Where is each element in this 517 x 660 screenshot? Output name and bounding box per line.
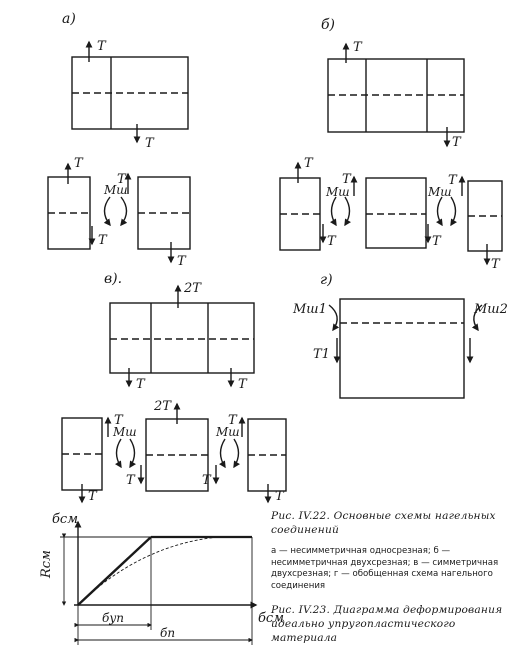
panel-a-assembly	[72, 42, 188, 142]
force-label: T	[342, 172, 351, 187]
panel-v-exploded	[62, 404, 286, 502]
force-label: T	[304, 156, 313, 171]
panel-g-scheme	[329, 299, 482, 398]
force-label: T	[202, 473, 211, 488]
graph-x-label: бсм	[258, 611, 284, 626]
panel-label-a: а)	[62, 11, 76, 27]
moment-label: Mш2	[474, 302, 508, 317]
graph-dup-label: буп	[102, 611, 125, 625]
moment-label: Mш	[113, 425, 137, 439]
force-label: T	[126, 473, 135, 488]
force-label: T	[145, 136, 154, 151]
force-label: T	[97, 39, 106, 54]
panel-label-g: г)	[320, 272, 333, 288]
force-label: T	[452, 135, 461, 150]
moment-label: Mш	[216, 425, 240, 439]
force-label: T	[448, 173, 457, 188]
moment-label: Mш	[428, 185, 452, 199]
panel-v-assembly	[110, 286, 254, 386]
force-label: T	[275, 489, 284, 504]
moment-label: Mш1	[293, 302, 327, 317]
real-curve	[78, 537, 218, 605]
force-label: T	[491, 257, 500, 272]
force-label: T	[177, 254, 186, 269]
fig23-caption: Рис. IV.23. Диаграмма деформирования идеально упругопластического материала	[271, 604, 503, 644]
force-label: 2T	[154, 399, 171, 414]
panel-b-assembly	[328, 44, 464, 146]
graph-r-label: Rсм	[39, 550, 54, 578]
force-label: T	[228, 413, 237, 428]
elastic-branch	[78, 537, 151, 605]
force-label: T1	[313, 347, 330, 362]
force-label: T	[88, 489, 97, 504]
panel-b-exploded	[280, 163, 502, 264]
force-label: T	[114, 413, 123, 428]
graph-dp-label: бп	[160, 626, 176, 640]
fig22-legend: а — несимметричная односрезная; б — несимметричная двухсрезная; в — симметричная двухсрезная; г — обобщенная схема нагельного соединения	[271, 546, 499, 591]
force-label: T	[136, 377, 145, 392]
force-label: 2T	[184, 281, 201, 296]
force-label: T	[98, 233, 107, 248]
stress-strain-graph	[60, 522, 256, 645]
force-label: T	[353, 40, 362, 55]
panel-label-b: б)	[321, 17, 336, 33]
panel-label-v: в).	[104, 271, 123, 287]
fig22-caption: Рис. IV.22. Основные схемы нагельных соединений	[271, 510, 496, 536]
force-label: T	[74, 156, 83, 171]
moment-label: Mш	[104, 183, 128, 197]
moment-label: Mш	[326, 185, 350, 199]
graph-y-label: бсм	[52, 512, 78, 527]
force-label: T	[327, 234, 336, 249]
force-label: T	[117, 172, 126, 187]
force-label: T	[238, 377, 247, 392]
force-label: T	[432, 234, 441, 249]
